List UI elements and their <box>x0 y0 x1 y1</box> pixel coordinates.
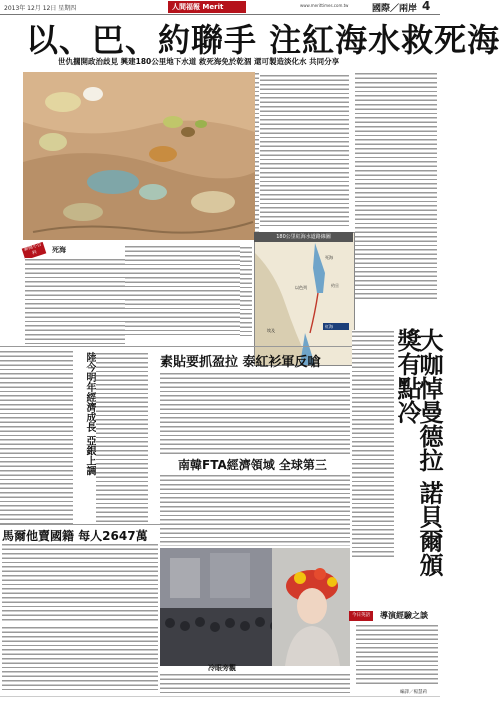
mandela-headline: 大咖悼曼德拉 諾貝爾頒獎有點冷 <box>393 328 443 577</box>
lead-body-text <box>260 74 349 226</box>
map-label-deadsea: 死海 <box>325 255 333 260</box>
news-encyclopedia-tag: 新聞小百科 <box>22 242 47 260</box>
page-number: 4 <box>422 0 431 13</box>
korea-fta-text <box>160 474 350 546</box>
photo-caption <box>255 72 259 240</box>
map-label-israel: 以色列 <box>295 285 307 290</box>
tips-text <box>356 624 438 686</box>
malta-headline: 馬爾他賣國籍 每人2647萬 <box>2 529 148 543</box>
map-label-egypt: 埃及 <box>267 328 275 333</box>
newspaper-logo: 人間福報 Merit Times <box>168 1 246 13</box>
section-label: 國際／兩岸 <box>372 4 418 14</box>
korea-fta-headline: 南韓FTA經濟領域 全球第三 <box>178 458 327 472</box>
english-badge: 今日英語 <box>349 611 373 621</box>
bottom-left-text <box>2 626 158 692</box>
thailand-headline: 素貼要抓盈拉 泰紅衫軍反嗆 <box>160 355 321 370</box>
bottom-rule <box>0 696 440 697</box>
map-label-redsea: 紅海 <box>325 324 333 329</box>
lead-headline: 以、巴、約聯手 注紅海水救死海 <box>26 21 500 59</box>
section-rule-2 <box>0 524 160 525</box>
issue-date: 2013年 12月 12日 星期四 <box>4 5 77 12</box>
vertical-pull-quote <box>240 246 252 336</box>
photo-caption-label: 冷眼旁觀 <box>208 664 236 672</box>
left-column-text <box>0 350 73 524</box>
map-title: 180公里紅海水道路線圖 <box>254 232 353 242</box>
dead-sea-aerial-photo <box>23 72 255 240</box>
editor-credit: 編譯／楊慧莉 <box>400 690 427 695</box>
photo-caption-text <box>160 673 350 693</box>
lead-body-column <box>355 72 437 302</box>
deadsea-box-text-2 <box>125 245 245 335</box>
tips-title: 導演經驗之談 <box>380 611 428 620</box>
malta-text <box>2 543 158 623</box>
website-url: www.merittimes.com.tw <box>300 3 349 8</box>
mandela-story-text <box>352 330 394 558</box>
china-growth-text <box>96 352 148 524</box>
china-growth-headline: 陸今明年經濟成長 亞銀上調 <box>84 352 95 476</box>
protest-photo <box>160 548 350 666</box>
map-label-jordan: 約旦 <box>331 283 339 288</box>
lead-subhead: 世仇擱開政治歧見 興建180公里地下水道 救死海免於乾涸 還可製造淡化水 共同分享 <box>58 57 340 66</box>
section-rule <box>0 346 352 347</box>
deadsea-box-title: 死海 <box>52 246 66 254</box>
thailand-text <box>160 372 350 454</box>
deadsea-box-text <box>25 258 125 344</box>
